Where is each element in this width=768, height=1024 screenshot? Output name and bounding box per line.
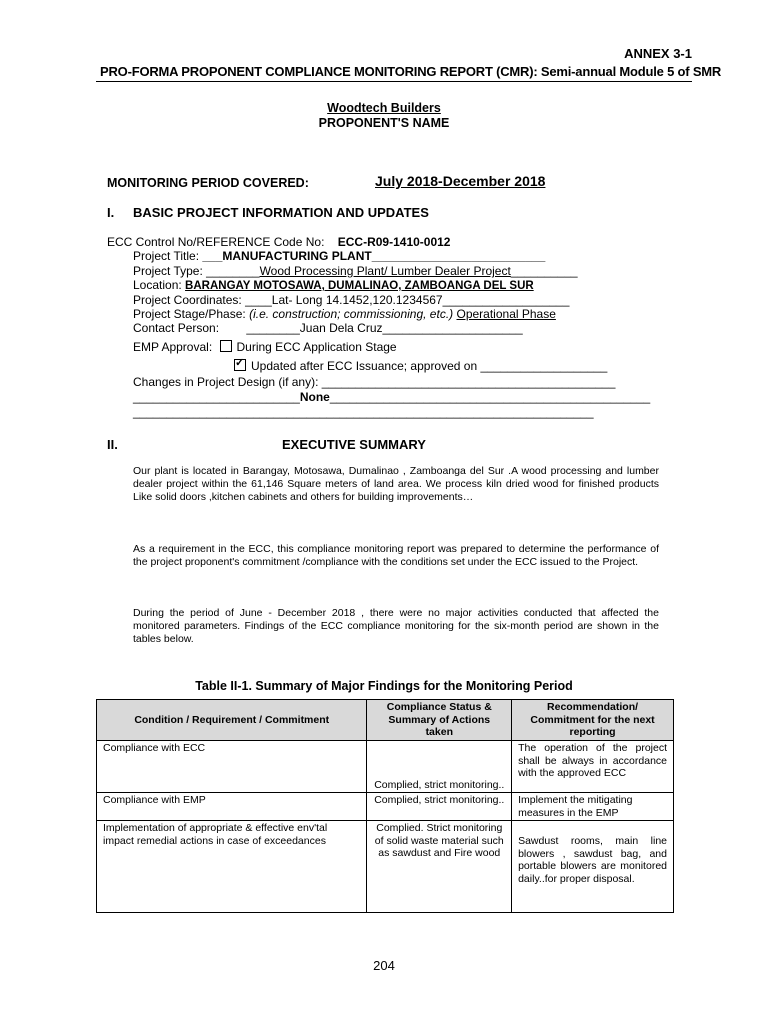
- title-value: ___MANUFACTURING PLANT__________________________: [202, 249, 546, 263]
- table-header: Condition / Requirement / Commitment: [97, 700, 367, 741]
- proponent-label: PROPONENT'S NAME: [318, 116, 450, 130]
- contact-value: ________Juan Dela Cruz_____________________: [246, 321, 523, 335]
- stage-hint: (i.e. construction; commissioning, etc.): [249, 307, 454, 321]
- report-title: PRO-FORMA PROPONENT COMPLIANCE MONITORING REPORT (CMR): Semi-annual Module 5 of SMR: [100, 64, 722, 79]
- table-cell: The operation of the project shall be always in accordance with the approved ECC: [512, 741, 674, 793]
- section2-heading: EXECUTIVE SUMMARY: [282, 437, 426, 452]
- title-label: Project Title:: [133, 249, 200, 263]
- table-row: [97, 821, 674, 913]
- type-value: Wood Processing Plant/ Lumber Dealer Project: [259, 264, 511, 278]
- table-cell: Compliance with EMP: [97, 793, 367, 821]
- changes-pre: _________________________: [133, 390, 300, 404]
- table-header: Compliance Status & Summary of Actions taken: [367, 700, 512, 741]
- changes-row3: _____________________________________________________________________: [133, 405, 594, 419]
- unchecked-box-icon[interactable]: [220, 340, 232, 352]
- checked-box-icon[interactable]: [234, 359, 246, 371]
- proponent-name: Woodtech Builders: [327, 101, 441, 115]
- type-pre: ________: [206, 264, 260, 278]
- table-cell: Implementation of appropriate & effective env'tal impact remedial actions in case of exceedances: [97, 821, 367, 913]
- coords-label: Project Coordinates:: [133, 293, 242, 307]
- type-label: Project Type:: [133, 264, 203, 278]
- type-row: [133, 264, 578, 278]
- ecc-label: ECC Control No/REFERENCE Code No:: [107, 235, 325, 249]
- changes-value: None: [299, 390, 330, 404]
- table-caption: Table II-1. Summary of Major Findings for the Monitoring Period: [195, 679, 573, 693]
- emp-row: [133, 340, 397, 354]
- summary-paragraph-1: Our plant is located in Barangay, Motosawa, Dumalinao , Zamboanga del Sur .A wood processing and lumber dealer project within the 61,146 Square meters of land area. We process kiln dried wood for finished products Like solid doors ,kitchen cabinets and others for building improvements…: [133, 465, 659, 503]
- contact-label: Contact Person:: [133, 321, 220, 335]
- findings-table: [96, 699, 674, 913]
- emp-option2: Updated after ECC Issuance; approved on ___________________: [251, 359, 608, 373]
- table-row: [97, 793, 674, 821]
- table-header-row: [97, 700, 674, 741]
- monitoring-period-value: July 2018-December 2018: [375, 173, 546, 189]
- changes-post: ________________________________________________: [329, 390, 651, 404]
- summary-paragraph-3: During the period of June - December 2018 , there were no major activities conducted that affected the monitored parameters. Findings of the ECC compliance monitoring for the six-month period are shown in the tables below.: [133, 607, 659, 645]
- monitoring-period-label: MONITORING PERIOD COVERED:: [107, 176, 309, 190]
- ecc-value: ECC-R09-1410-0012: [337, 235, 451, 249]
- emp-option1: During ECC Application Stage: [236, 340, 397, 354]
- ecc-row: [107, 235, 450, 249]
- table-cell: Sawdust rooms, main line blowers , sawdust bag, and portable blowers are monitored daily..for proper disposal.: [512, 821, 674, 913]
- table-row: [97, 741, 674, 793]
- coords-row: [133, 293, 569, 307]
- coords-value: ____Lat- Long 14.1452,120.1234567___________________: [245, 293, 570, 307]
- changes-row2: [133, 390, 650, 404]
- table-header: Recommendation/ Commitment for the next reporting: [512, 700, 674, 741]
- stage-value: Operational Phase: [456, 307, 556, 321]
- location-row: [133, 278, 534, 292]
- summary-paragraph-2: As a requirement in the ECC, this compliance monitoring report was prepared to determine the performance of the project proponent's commitment /compliance with the conditions set under the ECC issued to the Project.: [133, 543, 659, 568]
- section1-heading: BASIC PROJECT INFORMATION AND UPDATES: [133, 205, 429, 220]
- stage-row: [133, 307, 556, 321]
- page-number: 204: [373, 958, 395, 973]
- header-rule: [96, 81, 692, 82]
- emp-row2: [234, 359, 607, 373]
- changes-label: Changes in Project Design (if any): ____________________________________________: [133, 375, 616, 389]
- section2-number: II.: [107, 437, 118, 452]
- table-cell: Complied, strict monitoring..: [367, 741, 512, 793]
- table-cell: Compliance with ECC: [97, 741, 367, 793]
- contact-row: [133, 321, 523, 335]
- location-value: BARANGAY MOTOSAWA, DUMALINAO, ZAMBOANGA DEL SUR: [185, 280, 534, 292]
- annex-label: ANNEX 3-1: [624, 46, 692, 61]
- table-cell: Implement the mitigating measures in the EMP: [512, 793, 674, 821]
- location-label: Location:: [133, 278, 182, 292]
- type-post: __________: [510, 264, 578, 278]
- stage-label: Project Stage/Phase:: [133, 307, 246, 321]
- emp-label: EMP Approval:: [133, 340, 213, 354]
- table-cell: Complied. Strict monitoring of solid waste material such as sawdust and Fire wood: [367, 821, 512, 913]
- section1-number: I.: [107, 205, 115, 220]
- title-row: [133, 249, 545, 263]
- table-cell: Complied, strict monitoring..: [367, 793, 512, 821]
